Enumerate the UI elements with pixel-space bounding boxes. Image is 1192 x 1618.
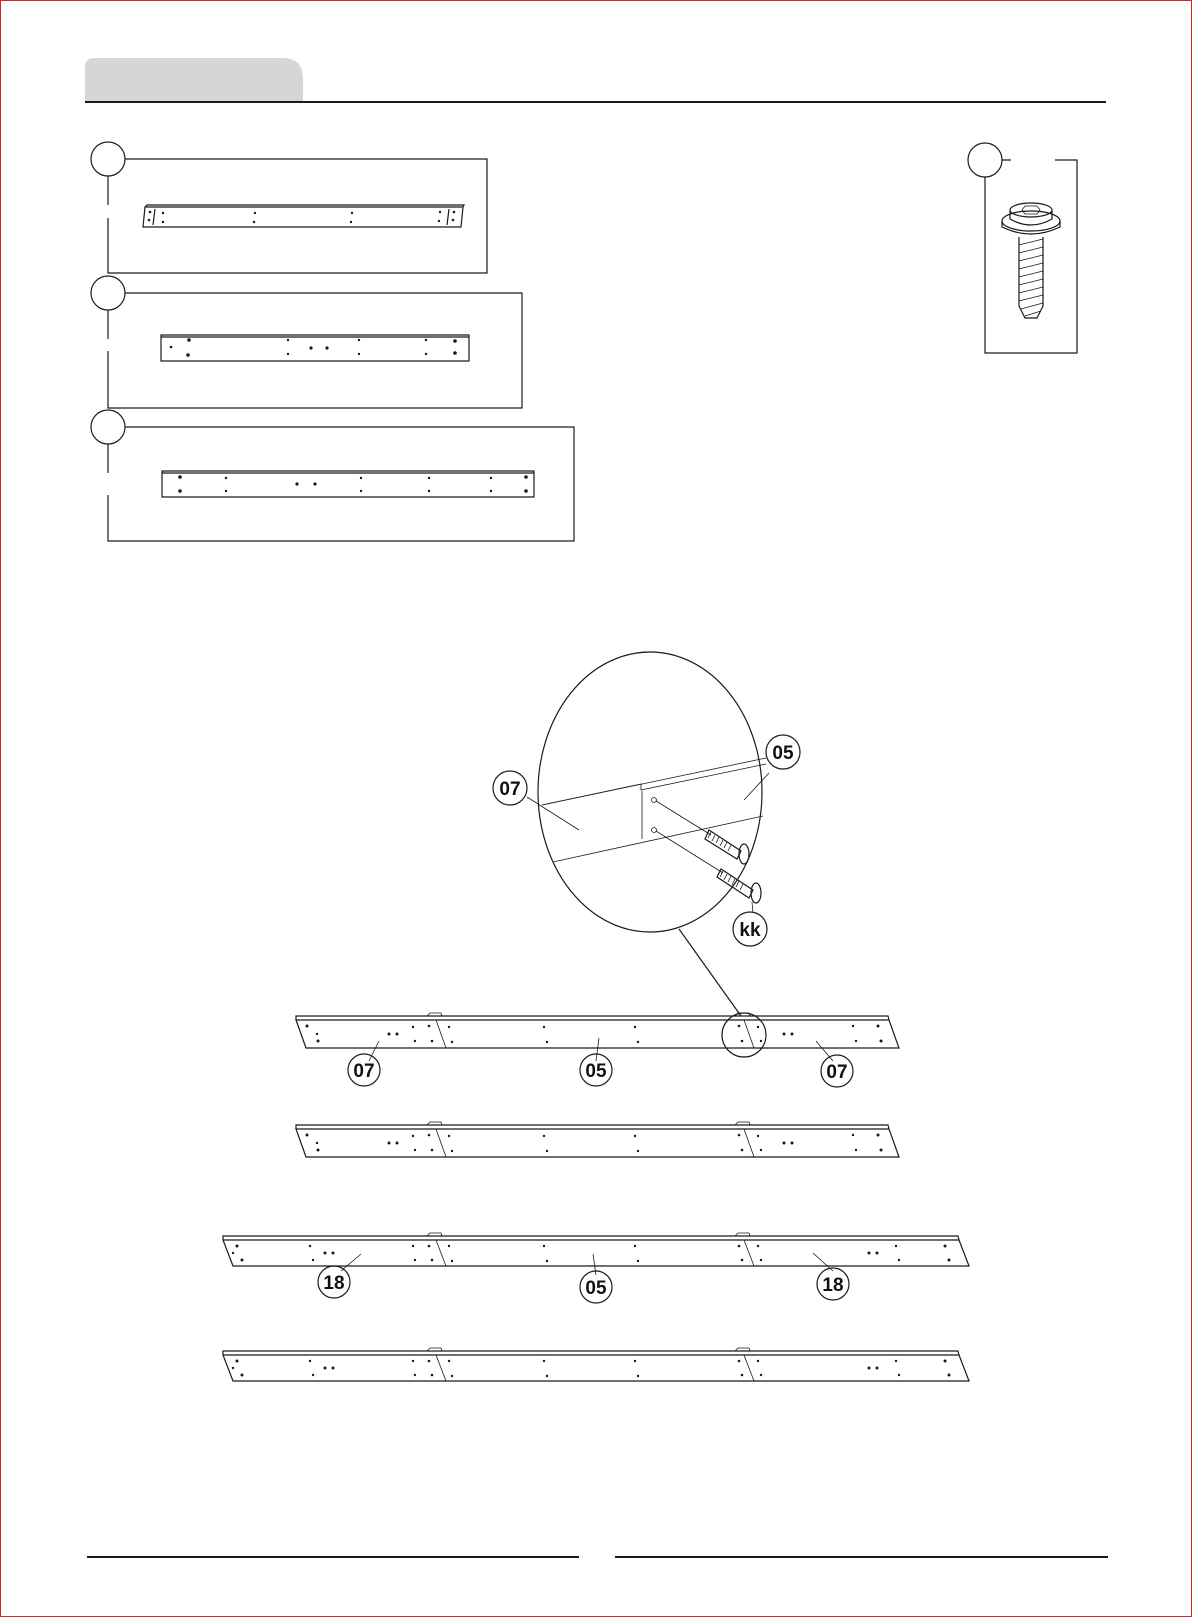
part-number-circle	[91, 410, 125, 444]
part-box-2	[91, 276, 522, 408]
rail-part-medium	[161, 335, 469, 361]
part-box-1	[91, 142, 487, 273]
header-tab	[85, 58, 303, 101]
callout-label: 05	[585, 1061, 607, 1082]
callout-label: 18	[822, 1275, 844, 1296]
callout-label: 07	[826, 1062, 848, 1083]
rail-part-long	[162, 471, 534, 497]
screw-icon	[1002, 203, 1060, 318]
callout-row1-left	[348, 1054, 380, 1086]
callout-row3-mid	[580, 1271, 612, 1303]
assembly-row-2	[296, 1122, 899, 1157]
screw-box	[968, 143, 1077, 353]
callout-row3-right	[817, 1268, 849, 1300]
detail-view	[527, 652, 769, 1016]
bolt-kk	[705, 830, 761, 903]
callout-label: 18	[323, 1273, 345, 1294]
assembly-row-4	[223, 1348, 969, 1381]
callout-label: 07	[499, 779, 521, 800]
rail-part-short	[143, 205, 464, 227]
callout-kk	[733, 912, 767, 946]
assembly-row-3	[223, 1233, 969, 1275]
part-number-circle	[91, 276, 125, 310]
part-number-circle	[91, 142, 125, 176]
callout-row1-right	[821, 1055, 853, 1087]
callout-label: 07	[353, 1061, 375, 1082]
callout-label: 05	[585, 1278, 607, 1299]
callout-label: kk	[739, 920, 761, 941]
callout-07-detail	[493, 771, 527, 805]
callout-05-detail	[766, 735, 800, 769]
callout-label: 05	[772, 743, 794, 764]
part-number-circle	[968, 143, 1002, 177]
callout-row3-left	[318, 1266, 350, 1298]
assembly-drawing	[1, 1, 1192, 1618]
part-box-3	[91, 410, 574, 541]
